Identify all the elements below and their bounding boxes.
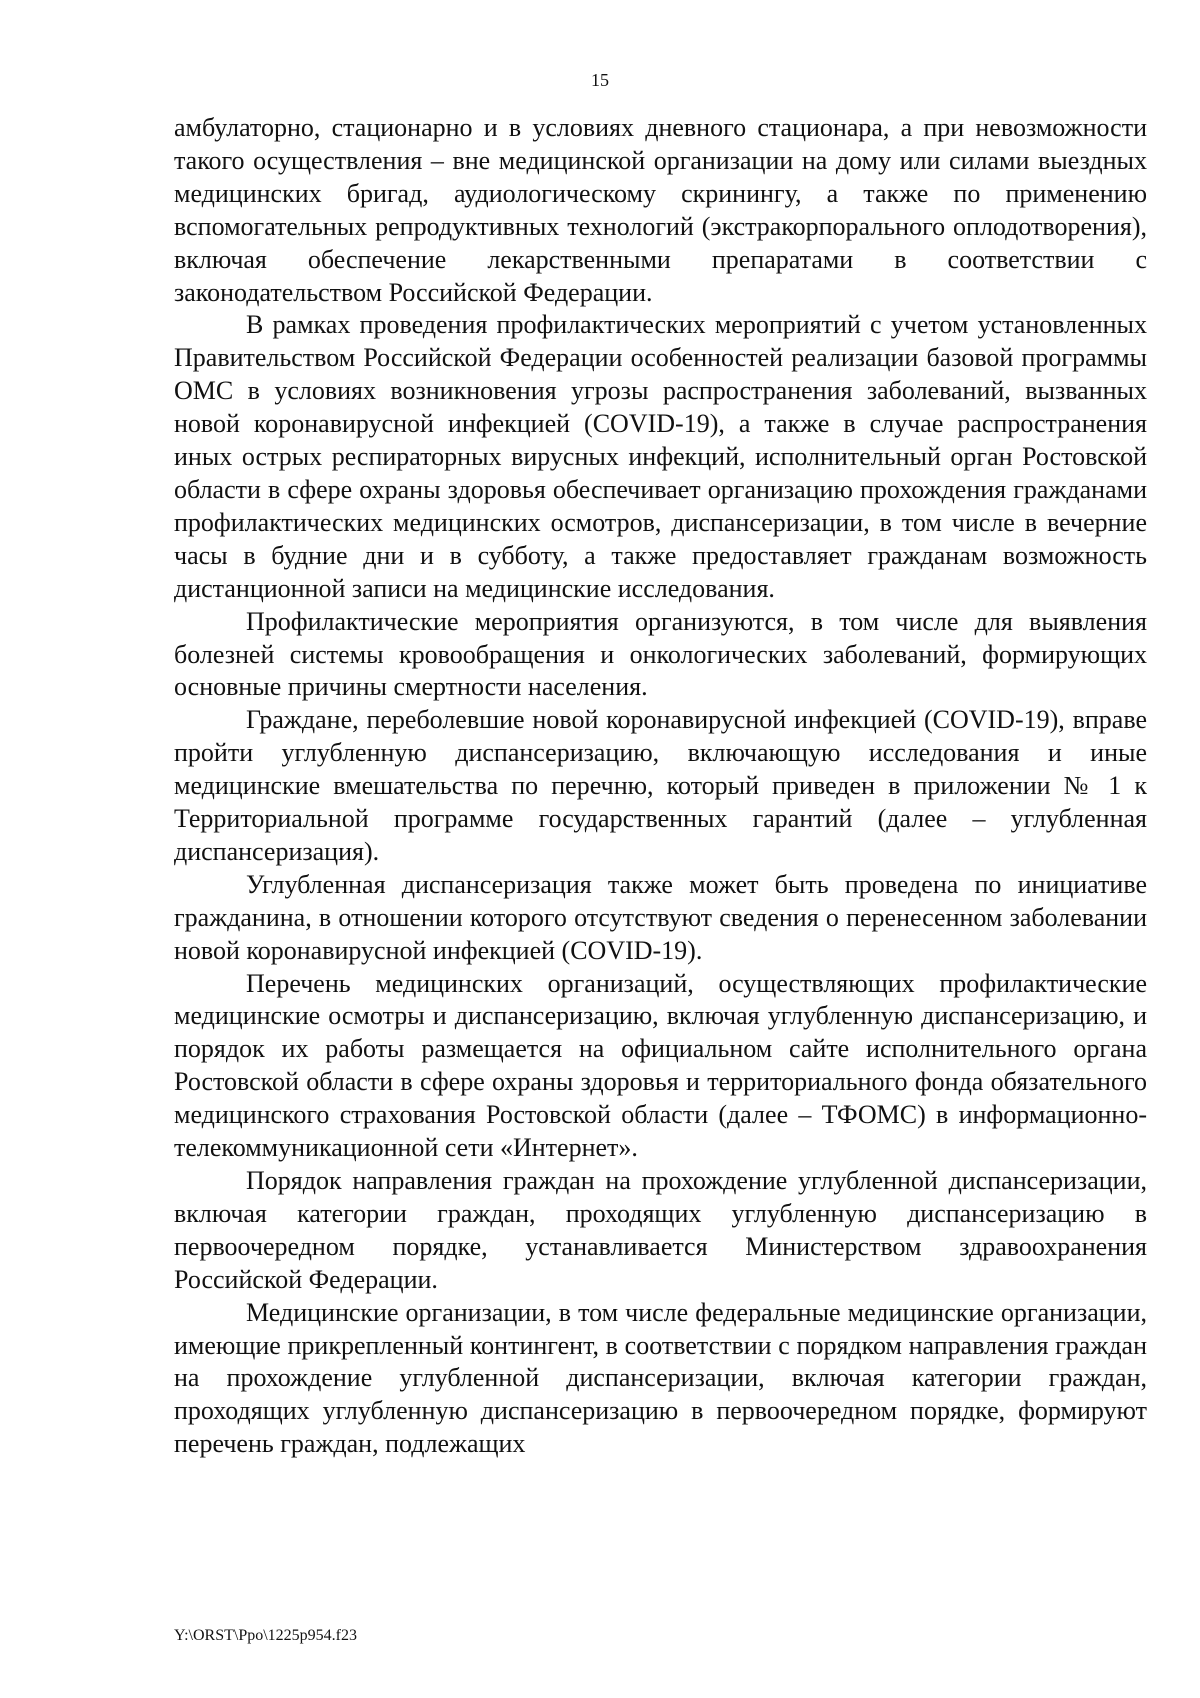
paragraph: Граждане, переболевшие новой коронавирусной инфекцией (COVID-19), вправе пройти углубленную диспансеризацию, включающую исследования и иные медицинские вмешательства по перечню, который приведен в приложении № 1 к Территориальной программе государственных гарантий (далее – углубленная диспансеризация). (174, 705, 1147, 866)
paragraph: Углубленная диспансеризация также может быть проведена по инициативе гражданина, в отношении которого отсутствуют сведения о перенесенном заболевании новой коронавирусной инфекцией (COVID-19). (174, 869, 1147, 965)
page-number: 15 (591, 70, 609, 90)
paragraph: Порядок направления граждан на прохождение углубленной диспансеризации, включая категории граждан, проходящих углубленную диспансеризацию в первоочередном порядке, устанавливается Министерством здравоохранения Российской Федерации. (174, 1166, 1147, 1294)
paragraph: В рамках проведения профилактических мероприятий с учетом установленных Правительством Российской Федерации особенностей реализации базовой программы ОМС в условиях возникновения угрозы распространения заболеваний, вызванных новой коронавирусной инфекцией (COVID-19), а также в случае распространения иных острых респираторных вирусных инфекций, исполнительный орган Ростовской области в сфере охраны здоровья обеспечивает организацию прохождения гражданами профилактических медицинских осмотров, диспансеризации, в том числе в вечерние часы в будние дни и в субботу, а также предоставляет гражданам возможность дистанционной записи на медицинские исследования. (174, 310, 1147, 603)
paragraph: Перечень медицинских организаций, осуществляющих профилактические медицинские осмотры и диспансеризацию, включая углубленную диспансеризацию, и порядок их работы размещается на официальном сайте исполнительного органа Ростовской области в сфере охраны здоровья и территориального фонда обязательного медицинского страхования Ростовской области (далее – ТФОМС) в информационно-телекоммуникационной сети «Интернет». (174, 968, 1147, 1163)
paragraph: Медицинские организации, в том числе федеральные медицинские организации, имеющие прикрепленный контингент, в соответствии с порядком направления граждан на прохождение углубленной диспансеризации, включая категории граждан, проходящих углубленную диспансеризацию в первоочередном порядке, формируют перечень граждан, подлежащих (174, 1297, 1147, 1459)
paragraph: Профилактические мероприятия организуются, в том числе для выявления болезней системы кровообращения и онкологических заболеваний, формирующих основные причины смертности населения. (174, 606, 1147, 702)
footer-file-path: Y:\ORST\Ppo\1225p954.f23 (174, 1627, 357, 1644)
paragraph-continuation: амбулаторно, стационарно и в условиях дневного стационара, а при невозможности такого осуществления – вне медицинской организации на дому или силами выездных медицинских бригад, аудиологическому скринингу, а также по применению вспомогательных репродуктивных технологий (экстракорпорального оплодотворения), включая обеспечение лекарственными препаратами в соответствии с законодательством Российской Федерации. (174, 113, 1147, 307)
document-body (174, 112, 1147, 1461)
